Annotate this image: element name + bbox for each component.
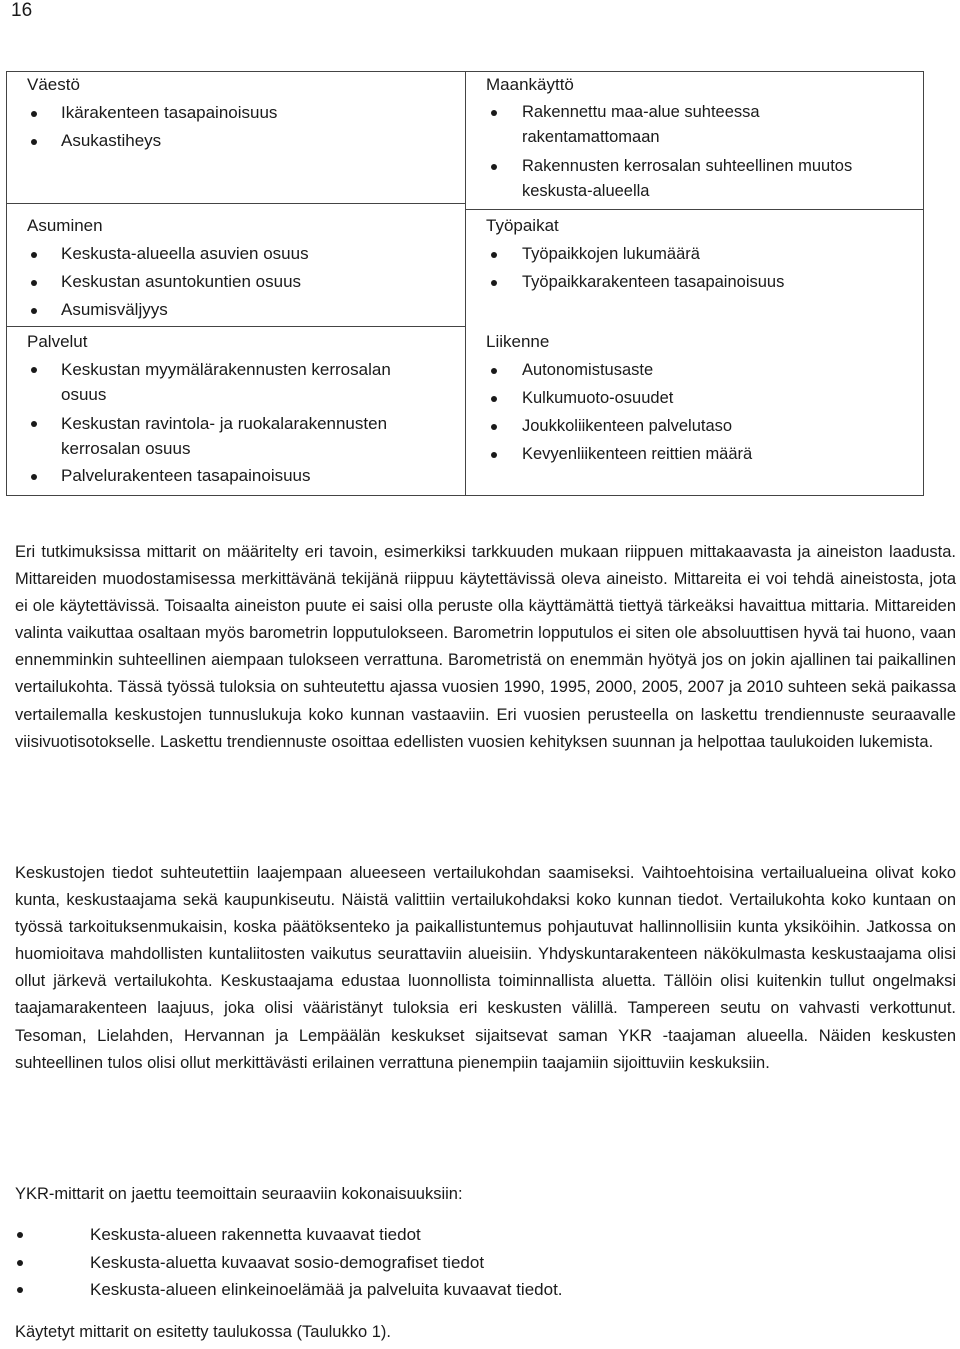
- list-item: Keskustan asuntokuntien osuus: [27, 269, 309, 295]
- list-item: Työpaikkojen lukumäärä: [486, 241, 784, 267]
- indicator-table-right-cell: [466, 72, 924, 496]
- group-asuminen: [27, 213, 309, 323]
- list-item: Keskusta-alueella asuvien osuus: [27, 241, 309, 267]
- row-divider: [7, 203, 465, 204]
- list-item-line: Rakennusten kerrosalan suhteellinen muutos: [522, 157, 853, 175]
- theme-list: [15, 1221, 563, 1304]
- group-title: Maankäyttö: [486, 75, 574, 94]
- list-item-line: Rakennettu maa-alue suhteessa: [522, 103, 760, 121]
- list-item: [27, 357, 391, 407]
- group-title: Asuminen: [27, 216, 103, 235]
- list-item: Asukastiheys: [27, 128, 277, 154]
- list-item-line: kerrosalan osuus: [61, 439, 191, 458]
- list-item: Joukkoliikenteen palvelutaso: [486, 413, 752, 439]
- list-item-line: rakentamattomaan: [522, 128, 660, 146]
- list-item-line: keskusta-alueella: [522, 182, 650, 200]
- indicator-table: [6, 71, 924, 496]
- group-maankaytto: [486, 72, 852, 204]
- group-liikenne: [486, 329, 752, 467]
- list-item: Keskusta-alueen rakennetta kuvaavat tiedot: [15, 1221, 563, 1249]
- list-item: Keskusta-alueen elinkeinoelämää ja palveluita kuvaavat tiedot.: [15, 1276, 563, 1304]
- group-title: Työpaikat: [486, 216, 559, 235]
- list-item-line: Keskustan myymälärakennusten kerrosalan: [61, 360, 391, 379]
- list-item: Asumisväljyys: [27, 297, 309, 323]
- row-divider: [466, 209, 923, 210]
- list-item: [486, 100, 852, 150]
- closing-sentence: Käytetyt mittarit on esitetty taulukossa (Taulukko 1).: [15, 1323, 391, 1341]
- list-item: Keskusta-aluetta kuvaavat sosio-demografiset tiedot: [15, 1249, 563, 1277]
- list-item: Ikärakenteen tasapainoisuus: [27, 100, 277, 126]
- paragraph-vertailualue: Keskustojen tiedot suhteutettiin laajempaan alueeseen vertailukohdan saamiseksi. Vaihtoehtoisina vertailualueina olivat koko kunta, keskustaajama sekä kaupunkiseutu. Näistä valittiin vertailukohdaksi koko kunnan tiedot. Vertailukohta koko kuntaan on työssä tarkoituksenmukaisin, koska päätöksenteko ja paikallistuntemus pohjautuvat hallinnollisiin kunta yksiköihin. Jatkossa on huomioitava mahdollisten kuntaliitosten vaikutus seurattaviin alueisiin. Yhdyskuntarakenteen näkökulmasta keskustaajama olisi ollut järkevä vertailukohta. Keskustaajama edustaa luonnollista toiminnallista aluetta. Tällöin olisi kuitenkin tullut ongelmaksi taajamarakenteen laajuus, joka olisi vääristänyt tuloksia eri keskusten välillä. Tampereen seutu on vahvasti verkottunut. Tesoman, Lielahden, Hervannan ja Lempäälän keskukset sijaitsevat saman YKR -taajaman alueella. Näiden keskusten suhteellinen tulos olisi ollut merkittävästi erilainen verrattuna pienempiin taajamiin sijoittuviin keskuksiin.: [15, 864, 956, 1072]
- list-item-line: Keskustan ravintola- ja ruokalarakennusten: [61, 414, 388, 433]
- page-number: 16: [11, 0, 33, 21]
- list-item: Palvelurakenteen tasapainoisuus: [27, 463, 391, 489]
- group-vaesto: [27, 72, 277, 154]
- paragraph-ykr-intro: YKR-mittarit on jaettu teemoittain seuraaviin kokonaisuuksiin:: [15, 1185, 463, 1203]
- list-item: Työpaikkarakenteen tasapainoisuus: [486, 269, 784, 295]
- list-item: Autonomistusaste: [486, 357, 752, 383]
- list-item-line: osuus: [61, 385, 107, 404]
- row-divider: [7, 326, 465, 327]
- group-title: Palvelut: [27, 332, 88, 351]
- group-title: Liikenne: [486, 332, 550, 351]
- paragraph-mittarit: Eri tutkimuksissa mittarit on määritelty eri tavoin, esimerkiksi tarkkuuden mukaan riippuen mittakaavasta ja aineiston laadusta. Mittareiden muodostamisessa merkittävänä tekijänä riippuu käytettävissä oleva aineisto. Mittareita ei voi tehdä aineistosta, jota ei ole käytettävissä. Toisaalta aineiston puute ei saisi olla peruste olla käyttämättä tiettyä tärkeäksi havaittua mittaria. Mittareiden valinta vaikuttaa osaltaan myös barometrin lopputulokseen. Barometrin lopputulos ei siten ole absoluuttisen hyvä tai huono, vaan ennemminkin suhteellinen aiempaan tulokseen verrattuna. Barometristä on enemmän hyötyä jos on jokin ajallinen tai paikallinen vertailukohta. Tässä työssä tuloksia on suhteutettu ajassa vuosien 1990, 1995, 2000, 2005, 2007 ja 2010 suhteen sekä paikassa vertailemalla keskustojen tunnuslukuja koko kunnan vastaaviin. Eri vuosien perusteella on laskettu trendiennuste seuraavalle viisivuotisotokselle. Laskettu trendiennuste osoittaa edellisten vuosien kehityksen suunnan ja helpottaa taulukoiden lukemista.: [15, 543, 956, 751]
- list-item: [27, 411, 391, 461]
- list-item: [486, 154, 852, 204]
- group-title: Väestö: [27, 75, 80, 94]
- indicator-table-left-cell: [7, 72, 466, 496]
- list-item: Kevyenliikenteen reittien määrä: [486, 441, 752, 467]
- group-tyopaikat: [486, 213, 784, 295]
- group-palvelut: [27, 329, 391, 489]
- list-item: Kulkumuoto-osuudet: [486, 385, 752, 411]
